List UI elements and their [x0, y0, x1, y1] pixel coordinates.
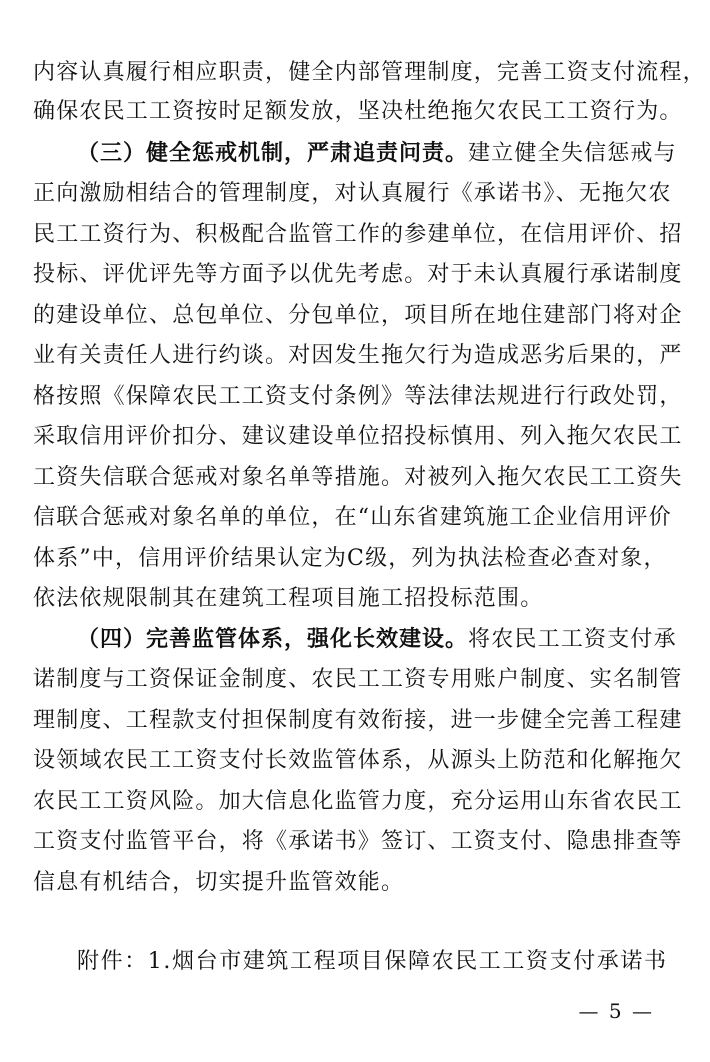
p2-line-12: 依法依规限制其在建筑工程项目施工招投标范围。 [33, 586, 544, 611]
p2-line-8: 采取信用评价扣分、建议建设单位招投标慎用、列入拖欠农民工 [33, 424, 683, 449]
p2-first-line-rest: 建立健全失信惩戒与 [468, 141, 677, 166]
p2-line-3: 民工工资行为、积极配合监管工作的参建单位，在信用评价、招 [33, 222, 683, 247]
p2-line-11: 体系”中，信用评价结果认定为C级，列为执法检查必查对象， [33, 546, 667, 571]
p3-first-line [77, 626, 683, 654]
p3-line-5: 农民工工资风险。加大信息化监管力度，充分运用山东省农民工 [33, 789, 683, 814]
p3-line-2: 诺制度与工资保证金制度、农民工工资专用账户制度、实名制管 [33, 667, 683, 692]
p3-line-3: 理制度、工程款支付担保制度有效衔接，进一步健全完善工程建 [33, 708, 683, 733]
p2-first-line [77, 140, 683, 168]
p3-line-7: 信息有机结合，切实提升监管效能。 [33, 870, 405, 895]
p2-line-5: 的建设单位、总包单位、分包单位，项目所在地住建部门将对企 [33, 303, 683, 328]
p3-line-4: 设领域农民工工资支付长效监管体系，从源头上防范和化解拖欠 [33, 748, 683, 773]
p1-line-1: 内容认真履行相应职责，健全内部管理制度，完善工资支付流程， [33, 60, 706, 85]
p3-heading: （四）完善监管体系，强化长效建设。 [77, 627, 469, 652]
p2-line-9: 工资失信联合惩戒对象名单等措施。对被列入拖欠农民工工资失 [33, 465, 683, 490]
p2-line-4: 投标、评优评先等方面予以优先考虑。对于未认真履行承诺制度 [33, 262, 683, 287]
p2-line-6: 业有关责任人进行约谈。对因发生拖欠行为造成恶劣后果的，严 [33, 343, 683, 368]
p2-line-10: 信联合惩戒对象名单的单位，在“山东省建筑施工企业信用评价 [33, 505, 672, 530]
p2-line-7: 格按照《保障农民工工资支付条例》等法律法规进行行政处罚， [33, 384, 683, 409]
p2-heading: （三）健全惩戒机制，严肃追责问责。 [77, 141, 469, 166]
attachment-line: 附件：1.烟台市建筑工程项目保障农民工工资支付承诺书 [77, 949, 668, 974]
p2-line-2: 正向激励相结合的管理制度，对认真履行《承诺书》、无拖欠农 [33, 181, 672, 206]
p3-first-line-rest: 将农民工工资支付承 [468, 627, 677, 652]
p3-line-6: 工资支付监管平台，将《承诺书》签订、工资支付、隐患排查等 [33, 829, 683, 854]
page-number: — 5 — [578, 999, 654, 1023]
p1-line-2: 确保农民工工资按时足额发放，坚决杜绝拖欠农民工工资行为。 [33, 99, 683, 124]
